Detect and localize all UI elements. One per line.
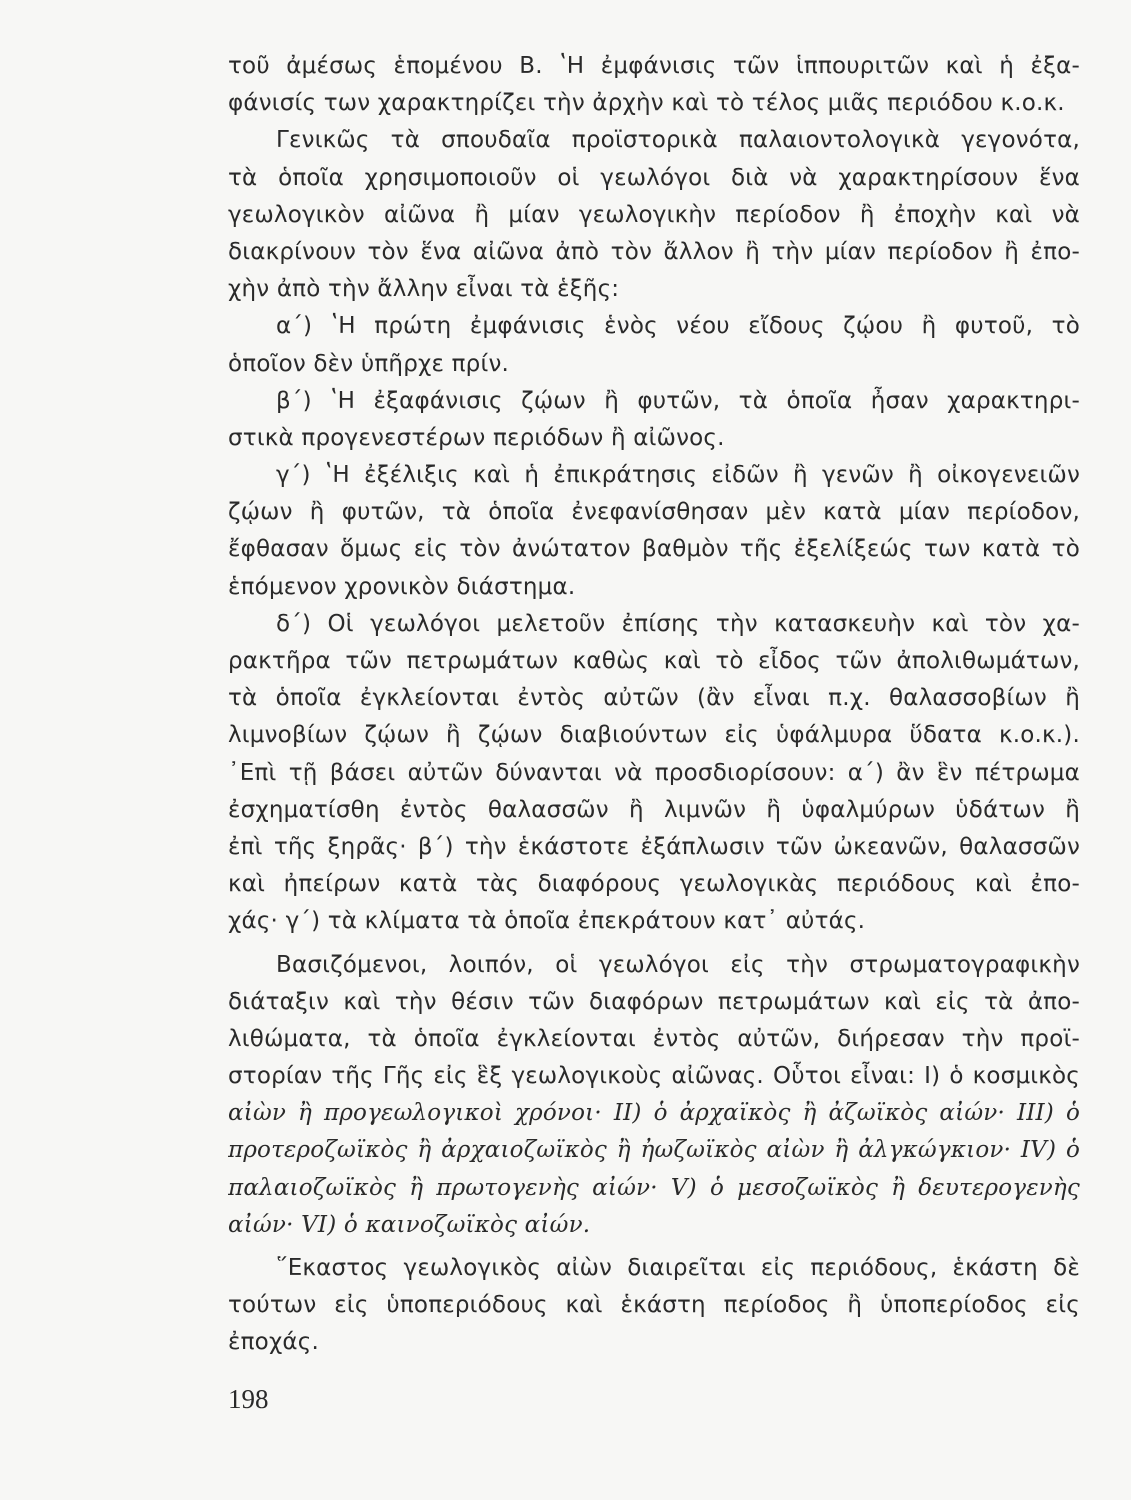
text-line: αἰὼν ἢ προγεωλογικοὶ χρόνοι· II) ὁ ἀρχαϊκὸς ἢ ἀζωϊκὸς αἰών· III) ὁ: [228, 1100, 1080, 1127]
text-line: στορίαν τῆς Γῆς εἰς ἓξ γεωλογικοὺς αἰῶνας. Οὗτοι εἶναι: I) ὁ κοσμικὸς: [228, 1063, 1080, 1090]
text-line: ἐπὶ τῆς ξηρᾶς· β΄) τὴν ἑκάστοτε ἐξάπλωσιν τῶν ὠκεανῶν, θαλασσῶν: [228, 833, 1080, 860]
text-line: ἐποχάς.: [228, 1329, 320, 1356]
text-line: φάνισίς των χαρακτηρίζει τὴν ἀρχὴν καὶ τὸ τέλος μιᾶς περιόδου κ.ο.κ.: [228, 90, 1065, 117]
text-line: αἰών· VI) ὁ καινοζωϊκὸς αἰών.: [228, 1211, 591, 1238]
text-line: γεωλογικὸν αἰῶνα ἢ μίαν γεωλογικὴν περίοδον ἢ ἐποχὴν καὶ νὰ: [228, 201, 1080, 228]
text-line: δ΄) Οἱ γεωλόγοι μελετοῦν ἐπίσης τὴν κατασκευὴν καὶ τὸν χα-: [276, 610, 1080, 637]
text-line: τούτων εἰς ὑποπεριόδους καὶ ἑκάστη περίοδος ἢ ὑποπερίοδος εἰς: [228, 1292, 1080, 1319]
text-line: τοῦ ἀμέσως ἑπομένου Β. ʽΗ ἐμφάνισις τῶν ἱππουριτῶν καὶ ἡ ἐξα-: [228, 53, 1080, 79]
text-line: Γενικῶς τὰ σπουδαῖα προϊστορικὰ παλαιοντολογικὰ γεγονότα,: [276, 127, 1080, 154]
text-line: λιμνοβίων ζῴων ἢ ζῴων διαβιούντων εἰς ὑφάλμυρα ὕδατα κ.ο.κ.).: [228, 722, 1080, 749]
text-line: ἔφθασαν ὅμως εἰς τὸν ἀνώτατον βαθμὸν τῆς ἐξελίξεώς των κατὰ τὸ: [228, 536, 1080, 563]
text-line: διακρίνουν τὸν ἕνα αἰῶνα ἀπὸ τὸν ἄλλον ἢ τὴν μίαν περίοδον ἢ ἐπο-: [228, 238, 1080, 265]
text-line: ᾿Επὶ τῇ βάσει αὐτῶν δύνανται νὰ προσδιορίσουν: α΄) ἂν ἓν πέτρωμα: [228, 759, 1080, 786]
body-text: [228, 48, 1080, 1362]
text-line: ἐσχηματίσθη ἐντὸς θαλασσῶν ἢ λιμνῶν ἢ ὑφαλμύρων ὑδάτων ἢ: [228, 796, 1080, 823]
text-line: ρακτῆρα τῶν πετρωμάτων καθὼς καὶ τὸ εἶδος τῶν ἀπολιθωμάτων,: [228, 648, 1080, 674]
text-line: α΄) ʽΗ πρώτη ἐμφάνισις ἑνὸς νέου εἴδους ζῴου ἢ φυτοῦ, τὸ: [276, 313, 1080, 340]
text-line: τὰ ὁποῖα ἐγκλείονται ἐντὸς αὐτῶν (ἂν εἶναι π.χ. θαλασσοβίων ἢ: [228, 685, 1080, 712]
page-number: 198: [228, 1384, 269, 1414]
text-line: β΄) ʽΗ ἐξαφάνισις ζῴων ἢ φυτῶν, τὰ ὁποῖα ἦσαν χαρακτηρι-: [276, 387, 1080, 414]
text-line: ζῴων ἢ φυτῶν, τὰ ὁποῖα ἐνεφανίσθησαν μὲν κατὰ μίαν περίοδον,: [228, 499, 1080, 526]
text-line: παλαιοζωϊκὸς ἢ πρωτογενὴς αἰών· V) ὁ μεσοζωϊκὸς ἢ δευτερογενὴς: [228, 1174, 1080, 1201]
text-line: χὴν ἀπὸ τὴν ἄλλην εἶναι τὰ ἑξῆς:: [228, 276, 620, 303]
text-line: καὶ ἠπείρων κατὰ τὰς διαφόρους γεωλογικὰς περιόδους καὶ ἐπο-: [228, 871, 1080, 898]
text-line: ῞Εκαστος γεωλογικὸς αἰὼν διαιρεῖται εἰς περιόδους, ἑκάστη δὲ: [276, 1255, 1080, 1281]
text-line: στικὰ προγενεστέρων περιόδων ἢ αἰῶνος.: [228, 424, 725, 451]
text-line: διάταξιν καὶ τὴν θέσιν τῶν διαφόρων πετρωμάτων καὶ εἰς τὰ ἀπο-: [228, 988, 1080, 1015]
text-line: Βασιζόμενοι, λοιπόν, οἱ γεωλόγοι εἰς τὴν στρωματογραφικὴν: [276, 951, 1080, 978]
text-line: γ΄) ʽΗ ἐξέλιξις καὶ ἡ ἐπικράτησις εἰδῶν ἢ γενῶν ἢ οἰκογενειῶν: [276, 462, 1080, 489]
text-line: τὰ ὁποῖα χρησιμοποιοῦν οἱ γεωλόγοι διὰ νὰ χαρακτηρίσουν ἕνα: [228, 164, 1080, 191]
text-line: λιθώματα, τὰ ὁποῖα ἐγκλείονται ἐντὸς αὐτῶν, διήρεσαν τὴν προϊ-: [228, 1025, 1080, 1052]
text-line: χάς· γ΄) τὰ κλίματα τὰ ὁποῖα ἐπεκράτουν κατ᾿ αὐτάς.: [228, 908, 866, 935]
text-line: προτεροζωϊκὸς ἢ ἀρχαιοζωϊκὸς ἢ ἠωζωϊκὸς αἰὼν ἢ ἀλγκώγκιον· IV) ὁ: [228, 1137, 1080, 1164]
text-line: ἑπόμενον χρονικὸν διάστημα.: [228, 573, 576, 600]
text-line: ὁποῖον δὲν ὑπῆρχε πρίν.: [228, 350, 510, 377]
